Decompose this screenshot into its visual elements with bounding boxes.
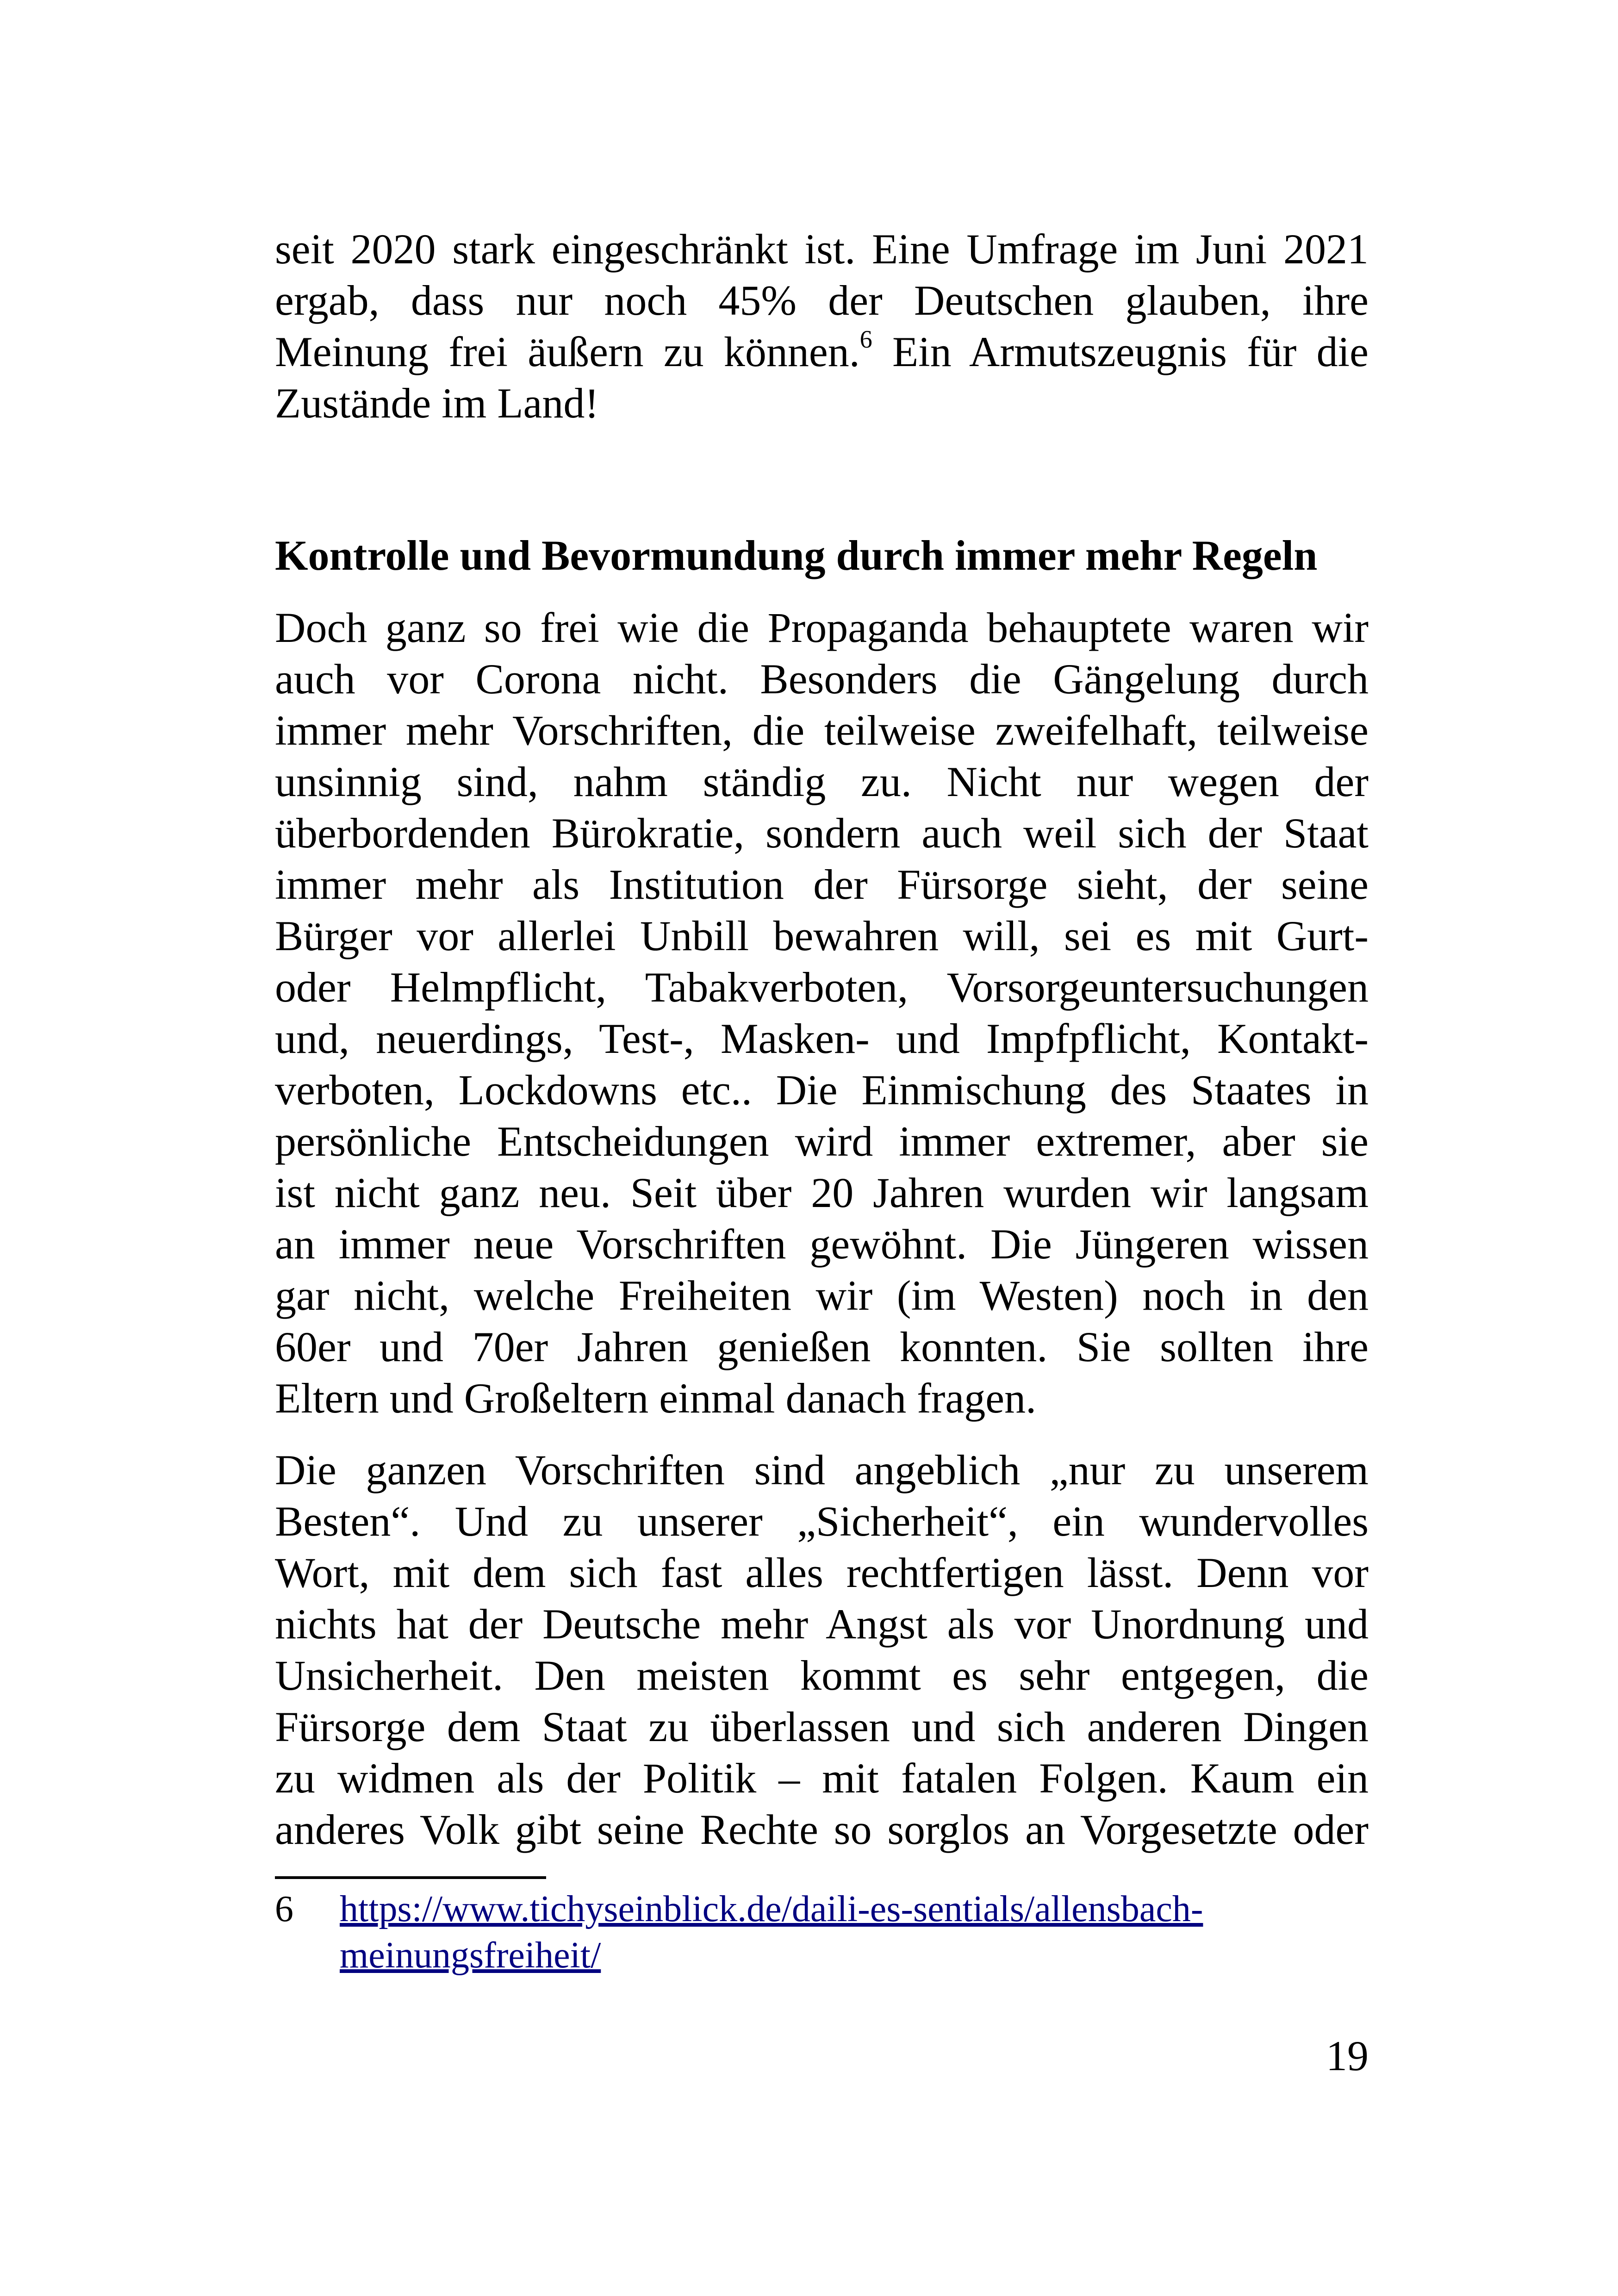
text-line: Doch ganz so frei wie die Propaganda behauptete waren wir <box>275 604 1369 651</box>
text-line: zu widmen als der Politik – mit fatalen Folgen. Kaum ein <box>275 1755 1369 1802</box>
text-line: an immer neue Vorschriften gewöhnt. Die Jüngeren wissen <box>275 1220 1369 1268</box>
body-paragraph-2 <box>275 1444 1369 1855</box>
text-line: persönliche Entscheidungen wird immer extremer, aber sie <box>275 1118 1369 1165</box>
text-line: Fürsorge dem Staat zu überlassen und sich anderen Dingen <box>275 1703 1369 1750</box>
text-line: Wort, mit dem sich fast alles rechtfertigen lässt. Denn vor <box>275 1549 1369 1596</box>
text-line: auch vor Corona nicht. Besonders die Gängelung durch <box>275 655 1369 703</box>
text-line: oder Helmpflicht, Tabakverboten, Vorsorgeuntersuchungen <box>275 964 1369 1011</box>
body-paragraph-1 <box>275 602 1369 1424</box>
text-line: seit 2020 stark eingeschränkt ist. Eine Umfrage im Juni 2021 <box>275 225 1369 273</box>
text-line: anderes Volk gibt seine Rechte so sorglos an Vorgesetzte oder <box>275 1806 1369 1853</box>
text-fragment: Ein Armutszeugnis für die <box>872 328 1369 375</box>
text-line: nichts hat der Deutsche mehr Angst als vor Unordnung und <box>275 1600 1369 1648</box>
footnote-link[interactable] <box>340 1886 1203 1979</box>
text-line: Eltern und Großeltern einmal danach fragen. <box>275 1375 1037 1422</box>
footnote-link-line[interactable]: meinungsfreiheit/ <box>340 1935 601 1976</box>
text-fragment: Meinung frei äußern zu können. <box>275 328 860 375</box>
text-line: Bürger vor allerlei Unbill bewahren will, sei es mit Gurt- <box>275 912 1369 959</box>
text-line: immer mehr als Institution der Fürsorge sieht, der seine <box>275 861 1369 908</box>
footnote-link-line[interactable]: https://www.tichyseinblick.de/daili-es-sentials/allensbach- <box>340 1889 1203 1929</box>
text-line: 60er und 70er Jahren genießen konnten. Sie sollten ihre <box>275 1323 1369 1370</box>
text-line: Unsicherheit. Den meisten kommt es sehr entgegen, die <box>275 1652 1369 1699</box>
text-line: und, neuerdings, Test-, Masken- und Impfpflicht, Kontakt- <box>275 1015 1369 1062</box>
footnote-number: 6 <box>275 1889 293 1929</box>
footnote-reference[interactable]: 6 <box>859 325 872 354</box>
text-line: Zustände im Land! <box>275 380 599 427</box>
text-line: Besten“. Und zu unserer „Sicherheit“, ein wundervolles <box>275 1498 1369 1545</box>
text-line-with-footnote <box>275 326 1369 378</box>
text-line: ist nicht ganz neu. Seit über 20 Jahren wurden wir langsam <box>275 1169 1369 1216</box>
text-line: ergab, dass nur noch 45% der Deutschen glauben, ihre <box>275 277 1369 324</box>
text-line: verboten, Lockdowns etc.. Die Einmischung des Staates in <box>275 1066 1369 1114</box>
text-line: gar nicht, welche Freiheiten wir (im Westen) noch in den <box>275 1272 1369 1319</box>
text-line: Die ganzen Vorschriften sind angeblich „nur zu unserem <box>275 1446 1369 1493</box>
text-line: überbordenden Bürokratie, sondern auch weil sich der Staat <box>275 809 1369 857</box>
page-number: 19 <box>1326 2032 1369 2079</box>
footnote-separator <box>275 1876 546 1879</box>
text-line: immer mehr Vorschriften, die teilweise zweifelhaft, teilweise <box>275 707 1369 754</box>
section-heading: Kontrolle und Bevormundung durch immer mehr Regeln <box>275 532 1318 579</box>
text-line: unsinnig sind, nahm ständig zu. Nicht nur wegen der <box>275 758 1369 805</box>
intro-paragraph <box>275 224 1369 429</box>
